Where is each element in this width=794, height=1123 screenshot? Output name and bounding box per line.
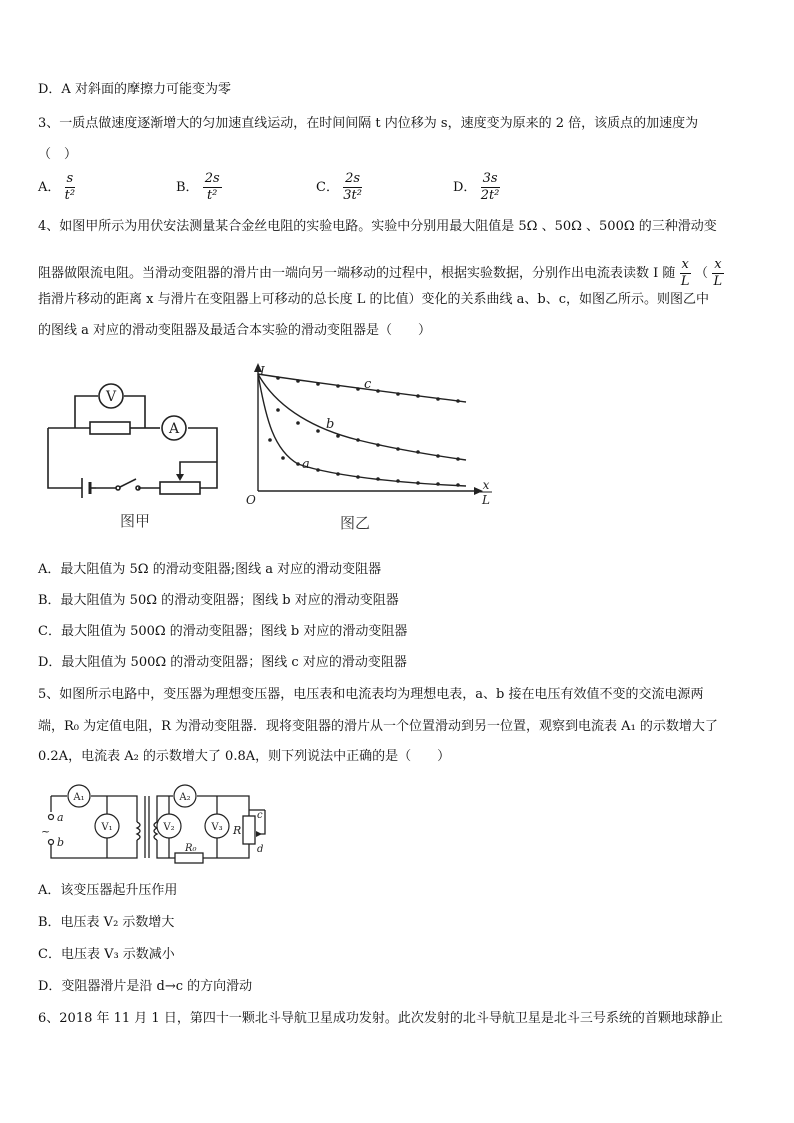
voltmeter-label: V [105, 389, 117, 405]
curve-a [258, 374, 466, 486]
q3-stem: 3、一质点做速度逐渐增大的匀加速直线运动，在时间间隔 t 内位移为 s，速度变为原来的 2 倍，该质点的加速度为 [38, 116, 699, 131]
q4-line3: 指滑片移动的距离 x 与滑片在变阻器上可移动的总长度 L 的比值）变化的关系曲线 a、b、c，如图乙所示。则图乙中 [38, 292, 709, 307]
q4-option-a[interactable]: A．最大阻值为 5Ω 的滑动变阻器;图线 a 对应的滑动变阻器 [38, 562, 382, 577]
ammeter-a2-label: A₂ [179, 792, 191, 803]
q4-x-over-l-fraction-2: $\frac{x}{L}$ [713, 257, 723, 289]
q5-line1: 5、如图所示电路中，变压器为理想变压器，电压表和电流表均为理想电表，a、b 接在电压有效值不变的交流电源两 [38, 687, 704, 702]
q3-option-c[interactable]: C． $\frac{2s}{\text{3t²}}$ [316, 171, 362, 203]
terminal-b-label: b [57, 836, 65, 849]
q3-option-a[interactable]: A． $\frac{s}{\text{t²}}$ [38, 171, 76, 203]
curve-b-points [276, 408, 460, 461]
q3-option-c-fraction: $\frac{2s}{\text{3t²}}$ [343, 171, 362, 203]
curve-a-label: a [302, 457, 310, 472]
q4-option-d[interactable]: D．最大阻值为 500Ω 的滑动变阻器；图线 c 对应的滑动变阻器 [38, 655, 407, 670]
q4-option-c[interactable]: C．最大阻值为 500Ω 的滑动变阻器；图线 b 对应的滑动变阻器 [38, 624, 408, 639]
q4-option-b[interactable]: B．最大阻值为 50Ω 的滑动变阻器；图线 b 对应的滑动变阻器 [38, 593, 399, 608]
figure-jia-circuit [40, 378, 230, 503]
figure-yi-caption: 图乙 [340, 514, 371, 532]
curve-a-points [268, 438, 460, 487]
q3-option-b[interactable]: B． $\frac{2s}{\text{t²}}$ [176, 171, 220, 203]
q4-line2: 阻器做限流电阻。当滑动变阻器的滑片由一端向另一端移动的过程中，根据实验数据，分别作出电流表读数 I 随 $\frac{x}{L}$ （ $\frac{x}{L}$ [38, 257, 723, 289]
q3-paren: （ ） [38, 147, 78, 162]
q3-option-b-fraction: $\frac{2s}{\text{t²}}$ [204, 171, 220, 203]
q3-option-a-fraction: $\frac{s}{\text{t²}}$ [64, 171, 76, 203]
q5-transformer-circuit [35, 782, 275, 867]
voltmeter-v1-label: V₁ [101, 822, 113, 833]
curve-c [258, 374, 466, 402]
q5-option-b[interactable]: B．电压表 V₂ 示数增大 [38, 915, 175, 930]
graph-y-axis-label: I [260, 364, 265, 378]
q5-line2: 端，R₀ 为定值电阻，R 为滑动变阻器．现将变阻器的滑片从一个位置滑动到另一位置，观察到电流表 A₁ 的示数增大了 [38, 719, 718, 734]
curve-b-label: b [326, 417, 335, 432]
curve-c-label: c [364, 377, 372, 392]
q6-line1: 6、2018 年 11 月 1 日，第四十一颗北斗导航卫星成功发射。此次发射的北斗导航卫星是北斗三号系统的首颗地球静止 [38, 1011, 723, 1026]
q4-x-over-l-fraction: $\frac{x}{L}$ [680, 257, 690, 289]
graph-x-axis-num: x [482, 478, 490, 492]
q3-option-d-fraction: $\frac{3s}{\text{2t²}}$ [480, 171, 500, 203]
q5-option-c[interactable]: C．电压表 V₃ 示数减小 [38, 947, 175, 962]
figure-yi-graph [238, 360, 508, 510]
terminal-a-label: a [57, 811, 64, 824]
figure-jia-caption: 图甲 [120, 512, 151, 530]
q5-option-a[interactable]: A．该变压器起升压作用 [38, 883, 178, 898]
svg-text:~: ~ [41, 825, 51, 838]
q5-option-d[interactable]: D．变阻器滑片是沿 d→c 的方向滑动 [38, 979, 253, 994]
q4-line1: 4、如图甲所示为用伏安法测量某合金丝电阻的实验电路。实验中分别用最大阻值是 5Ω 、50Ω 、500Ω 的三种滑动变 [38, 219, 717, 234]
voltmeter-v3-label: V₃ [211, 822, 223, 833]
ammeter-a1-label: A₁ [73, 792, 85, 803]
rheostat-label: R [233, 824, 242, 837]
terminal-d-label: d [257, 844, 264, 855]
ammeter-label: A [168, 421, 180, 437]
r0-label: R₀ [185, 843, 197, 854]
q2-option-d: D．A 对斜面的摩擦力可能变为零 [38, 82, 231, 97]
graph-x-axis-den: L [482, 493, 490, 507]
terminal-c-label: c [257, 810, 263, 821]
graph-origin-label: O [246, 493, 256, 507]
q4-line4: 的图线 a 对应的滑动变阻器及最适合本实验的滑动变阻器是（ ） [38, 323, 432, 338]
voltmeter-v2-label: V₂ [163, 822, 175, 833]
q5-line3: 0.2A，电流表 A₂ 的示数增大了 0.8A，则下列说法中正确的是（ ） [38, 749, 451, 764]
curve-b [258, 374, 466, 460]
q3-option-d[interactable]: D． $\frac{3s}{\text{2t²}}$ [453, 171, 500, 203]
